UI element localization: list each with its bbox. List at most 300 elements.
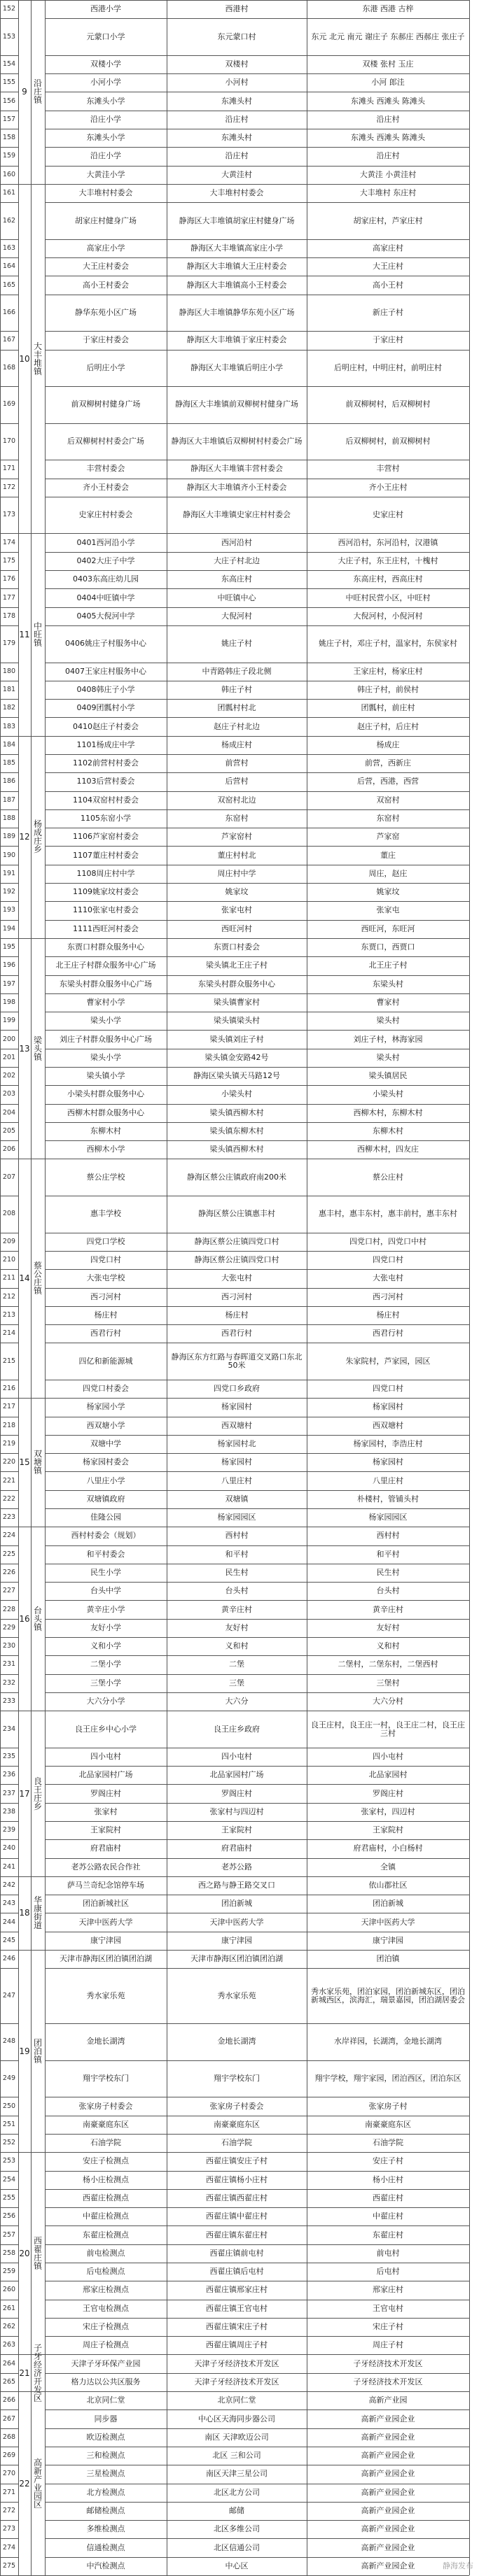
site-address: 西翟庄镇邢家庄村 [206,2285,268,2295]
row-number: 271 [2,2488,16,2496]
site-name: 0410赵庄子村委会 [73,721,139,731]
site-name: 小河小学 [90,78,121,87]
group-sequence: 19 [19,2046,30,2056]
site-name: 东翟庄检测点 [83,2230,129,2239]
coverage-area: 府君庙村，小白杨村 [353,1843,423,1853]
coverage-area: 胡家庄村，芦家庄村 [353,215,423,225]
row-number: 189 [2,833,16,841]
coverage-area: 王家庄村，杨家庄村 [353,666,423,676]
site-name: 0405大倪河中学 [76,611,135,621]
row-number: 205 [2,1127,16,1135]
coverage-area: 东港 西港 古梓 [362,4,414,14]
site-name: 秀水家乐苑 [86,1990,125,2000]
row-number: 154 [2,60,16,69]
site-address: 大庄子村北边 [214,555,260,565]
site-address: 黄辛庄村 [221,1604,252,1614]
site-name: 史家庄村村委会 [78,510,133,520]
row-number: 172 [2,483,16,491]
site-address: 梁头镇梁头村 [214,1016,260,1026]
site-address: 北京同仁堂 [217,2395,256,2405]
site-name: 四党口学校 [86,1236,125,1246]
site-name: 0406姚庄子村服务中心 [65,639,146,649]
site-name: 东滩头小学 [86,96,125,106]
site-name: 三堡小学 [90,1678,121,1687]
site-address: 西双塘村 [221,1420,252,1430]
row-number: 245 [2,1936,16,1944]
coverage-area: 后双柳树村，前双柳树村 [345,437,431,446]
coverage-area: 西双塘村 [373,1420,403,1430]
row-number: 191 [2,869,16,877]
row-number: 202 [2,1072,16,1080]
site-address: 义和村 [225,1641,249,1651]
row-number: 259 [2,2267,16,2276]
row-number: 256 [2,2212,16,2221]
coverage-area: 王官屯村 [373,2303,403,2313]
site-address: 大丰堆村村委会 [209,188,264,198]
group-sequence: 20 [19,2248,30,2258]
coverage-area: 团泊镇 [376,1954,400,1964]
site-address: 北区 三和公司 [212,2451,261,2461]
coverage-area: 全镇 [380,1862,396,1871]
site-address: 民生村 [225,1568,249,1578]
row-number: 160 [2,170,16,178]
row-number: 233 [2,1697,16,1706]
row-number: 214 [2,1329,16,1338]
site-address: 静海区大丰堆镇高家庄小学 [190,243,283,253]
site-name: 大王庄村委会 [83,262,129,271]
coverage-area: 罗阁庄村 [373,1788,403,1798]
town-name: 台 头 镇 [33,1605,42,1632]
site-address: 静海区大丰堆镇大王庄村委会 [186,262,287,271]
site-address: 梁头镇刘庄子村 [209,1034,264,1044]
row-number: 221 [2,1476,16,1485]
watermark: 静海发布 [443,2561,473,2570]
coverage-area: 安庄子村 [373,2156,403,2166]
coverage-area: 曹家村 [376,997,400,1007]
coverage-area: 黄辛庄村 [373,1604,403,1614]
row-number: 182 [2,704,16,712]
site-name: 前屯检测点 [86,2248,125,2258]
coverage-area: 水岸祥园，长湖湾，金地长湖湾 [334,2037,442,2046]
town-name: 中 旺 镇 [33,621,42,649]
site-name: 黄辛庄小学 [86,1604,125,1614]
site-name: 梁头小学 [90,1052,121,1062]
site-address: 张家房子村委会 [209,2101,264,2111]
site-address: 中心区 [225,2561,249,2570]
coverage-area: 朱家院村，芦家园，园区 [345,1356,431,1366]
coverage-area: 杨庄村 [376,1310,400,1319]
coverage-area: 秀水家乐苑，团泊家园，团泊新城东区，团泊新城西区，滨海汇，瑞景嘉园，团泊湖居委会 [311,1986,465,2004]
site-name: 西柳木村群众服务中心 [67,1107,144,1117]
site-name: 西君行村 [90,1329,121,1338]
row-number: 194 [2,924,16,933]
site-name: 西翟庄检测点 [83,2193,129,2202]
coverage-area: 中翟庄村 [373,2211,403,2221]
group-sequence: 16 [19,1613,30,1624]
coverage-area: 西柳木村，东柳木村 [353,1107,423,1117]
coverage-area: 新庄子村 [373,307,403,317]
site-name: 天津市静海区团泊镇团泊湖 [60,1954,152,1964]
site-name: 良王庄乡中心小学 [75,1724,137,1734]
site-name: 1109姚家坟村委会 [73,887,139,897]
group-sequence: 15 [19,1457,30,1468]
coverage-area: 北品家园村 [368,1770,408,1780]
row-number: 223 [2,1513,16,1522]
coverage-area: 东贾口，西贾口 [361,942,415,952]
site-name: 中翟庄检测点 [83,2211,129,2221]
site-name: 四党口村 [90,1255,121,1265]
row-number: 219 [2,1439,16,1448]
site-address: 西翟庄镇后屯村 [209,2267,264,2277]
coverage-area: 南豪豪庭东区 [365,2119,411,2129]
row-number: 258 [2,2249,16,2257]
site-address: 东窑村 [225,814,249,823]
site-address: 静海区大丰堆镇齐小王村委会 [186,482,287,492]
row-number: 257 [2,2230,16,2239]
coverage-area: 高家庄村 [373,243,403,253]
row-number: 234 [2,1725,16,1733]
site-address: 王家院村 [221,1825,252,1835]
site-address: 杨家园村北 [217,1438,256,1448]
coverage-area: 东梁头村 [373,979,403,989]
site-address: 石油学院 [221,2138,252,2148]
row-number: 269 [2,2451,16,2460]
site-name: 惠丰学校 [90,1209,121,1219]
site-address: 金地长湖湾 [217,2037,256,2046]
row-number: 206 [2,1145,16,1154]
site-address: 罗阁庄村 [221,1788,252,1798]
site-address: 双塘镇 [225,1494,249,1503]
site-name: 于家庄村委会 [83,335,129,345]
site-name: 胡家庄村健身广场 [75,215,137,225]
coverage-area: 后明庄村，中明庄村，前明庄村 [334,362,442,372]
site-address: 中心区天海同步器公司 [198,2414,275,2423]
site-address: 康宁津园 [221,1935,252,1945]
row-number: 166 [2,308,16,316]
coverage-area: 东元 北元 南元 谢庄子 东郝庄 西郝庄 张庄子 [311,31,465,41]
coverage-area: 双楼 张村 玉庄 [362,59,414,69]
site-address: 静海区蔡公庄镇四党口村 [194,1255,279,1265]
row-number: 242 [2,1881,16,1889]
row-number: 220 [2,1458,16,1466]
coverage-area: 王家院村 [373,1825,403,1835]
coverage-area: 西旺河，东旺河 [361,923,415,933]
site-address: 梁头镇金安路42号 [204,1052,269,1062]
row-number: 251 [2,2120,16,2128]
coverage-area: 梁头村 [376,1016,400,1026]
site-name: 邮储检测点 [86,2505,125,2515]
site-address: 南区 天津欧迈公司 [204,2432,269,2442]
site-address: 静海区蔡公庄镇惠丰村 [198,1209,275,1219]
row-number: 177 [2,593,16,602]
town-name: 杨 成 庄 乡 [33,819,42,855]
coverage-area: 沿庄村 [376,151,400,161]
site-address: 西翟庄镇前屯村 [209,2248,264,2258]
coverage-area: 芦家窑 [376,832,400,842]
coverage-area: 于家庄村 [373,335,403,345]
site-name: 格力达以公共区服务 [71,2377,141,2386]
coverage-area: 杨小庄村 [373,2174,403,2184]
site-name: 小梁头村群众服务中心 [67,1089,144,1099]
row-number: 196 [2,961,16,970]
coverage-area: 姚家坟 [376,887,400,897]
coverage-area: 刘庄子村，林海家园 [353,1034,423,1044]
coverage-area: 高新产业园企业 [361,2414,415,2423]
row-number: 163 [2,243,16,252]
coverage-area: 前双柳树村，后双柳树村 [345,399,431,409]
site-name: 大黄洼小学 [86,169,125,179]
coverage-area: 西河沿村，东河沿村，汉港镇 [338,537,438,547]
grid-line [469,0,470,2575]
row-number: 208 [2,1210,16,1218]
site-address: 和平村 [225,1549,249,1559]
coverage-area: 四党口村，四党口中村 [349,1236,426,1246]
site-address: 西港村 [225,4,249,14]
grid-line [0,0,1,2575]
site-address: 小梁头村 [221,1089,252,1099]
site-address: 西翟庄镇西翟庄村 [206,2193,268,2202]
site-name: 1101杨成庄中学 [76,739,135,749]
site-name: 蔡公庄学校 [86,1172,125,1182]
row-number: 168 [2,363,16,371]
row-number: 225 [2,1550,16,1558]
row-number: 253 [2,2157,16,2165]
coverage-area: 周庄，赵庄 [368,868,408,878]
site-name: 翔宇学校东门 [83,2074,129,2083]
site-name: 宋庄子检测点 [83,2322,129,2332]
site-address: 西旺河村 [221,923,252,933]
site-name: 0407王家庄村服务中心 [65,666,146,676]
site-name: 大张屯学校 [86,1273,125,1283]
site-address: 老苏公路 [221,1862,252,1871]
row-number: 200 [2,1035,16,1043]
site-address: 姚家坟 [225,887,249,897]
row-number: 260 [2,2286,16,2294]
site-name: 0403东高庄幼儿园 [73,574,139,584]
site-address: 杨家园村 [221,1402,252,1412]
coverage-area: 团泊新城 [373,1899,403,1909]
row-number: 184 [2,740,16,749]
coverage-area: 韩庄子村，前侯村 [357,684,419,694]
site-address: 静海区大丰堆镇高小王村委会 [186,280,287,290]
row-number: 161 [2,189,16,197]
coverage-area: 高新产业园企业 [361,2542,415,2552]
coverage-area: 杨家园村，李浩庄村 [353,1438,423,1448]
site-name: 北王庄子村群众服务中心广场 [55,961,156,970]
row-number: 275 [2,2561,16,2570]
coverage-area: 蔡公庄村 [373,1172,403,1182]
site-name: 北品家园村广场 [78,1770,133,1780]
row-number: 156 [2,97,16,105]
coverage-area: 姚庄子村，邓庄子村，温家村，东侯家村 [319,639,457,649]
coverage-area: 周庄子村 [373,2340,403,2350]
row-number: 152 [2,5,16,13]
site-name: 老苏公路农民合作社 [71,1862,141,1871]
site-name: 大六分小学 [86,1697,125,1706]
site-address: 邮储 [229,2505,244,2515]
group-sequence: 11 [19,630,30,640]
row-number: 267 [2,2414,16,2423]
coverage-area: 杨成庄 [376,739,400,749]
site-address: 静海区大丰堆镇后双柳树村村委会广场 [171,437,303,446]
site-name: 东柳木村 [90,1126,121,1135]
coverage-area: 西翟庄村 [373,2193,403,2202]
coverage-area: 良王庄村，良王庄一村，良王庄二村，良王庄三村 [311,1720,465,1738]
group-sequence: 22 [19,2478,30,2489]
coverage-area: 大六分村 [373,1697,403,1706]
town-name: 高 新 产 业 园 区 [33,2457,42,2510]
site-address: 梁头镇西柳木村 [209,1145,264,1154]
site-name: 萨马兰奇纪念馆停车场 [67,1881,144,1890]
group-sequence: 9 [22,87,27,97]
row-number: 227 [2,1587,16,1595]
coverage-area: 大丰堆村 东庄村 [359,188,417,198]
site-name: 四小屯村 [90,1751,121,1761]
site-address: 周庄村中学 [217,868,256,878]
site-name: 静华东苑小区广场 [75,307,137,317]
town-name: 蔡 公 庄 镇 [33,1261,42,1296]
row-number: 270 [2,2470,16,2478]
site-address: 西河沿村 [221,537,252,547]
site-name: 杨小庄检测点 [83,2174,129,2184]
row-number: 265 [2,2377,16,2386]
site-address: 董庄村村北 [217,850,256,860]
row-number: 239 [2,1826,16,1834]
site-address: 静海区蔡公庄镇四党口村 [194,1236,279,1246]
site-address: 天津市静海区团泊镇团泊湖 [190,1954,283,1964]
site-name: 1110张家屯村委会 [73,905,139,915]
row-number: 178 [2,611,16,620]
site-address: 秀水家乐苑 [217,1990,256,2000]
site-name: 台头中学 [90,1586,121,1596]
site-address: 姚庄子村 [221,639,252,649]
row-number: 218 [2,1421,16,1429]
coverage-area: 中旺村民营小区，中旺村 [345,593,431,602]
row-number: 162 [2,216,16,225]
site-address: 西翟庄镇宋庄子村 [206,2322,268,2332]
row-number: 235 [2,1752,16,1760]
site-name: 0402大庄子中学 [76,555,135,565]
town-name: 西 翟 庄 镇 [33,2235,42,2271]
coverage-area: 民生村 [376,1568,400,1578]
grid-line [31,0,32,2575]
coverage-area: 邢家庄村 [373,2285,403,2295]
coverage-area: 小梁头村 [373,1089,403,1099]
coverage-area: 义和村 [376,1641,400,1651]
coverage-area: 康宁津园 [373,1935,403,1945]
row-number: 155 [2,78,16,87]
site-name: 元蒙口小学 [86,31,125,41]
row-number: 201 [2,1053,16,1061]
site-address: 韩庄子村 [221,684,252,694]
row-number: 173 [2,511,16,519]
row-number: 203 [2,1090,16,1098]
row-number: 252 [2,2139,16,2147]
row-number: 215 [2,1357,16,1365]
site-name: 友好小学 [90,1622,121,1632]
site-address: 东元蒙口村 [217,31,256,41]
coverage-area: 东柳木村 [373,1126,403,1135]
site-address: 东高庄村 [221,574,252,584]
site-name: 王官屯检测点 [83,2303,129,2313]
site-address: 团瓢村村北 [217,703,256,713]
row-number: 180 [2,667,16,675]
coverage-area: 后营，西港，西营 [357,777,419,786]
site-name: 大丰堆村村委会 [78,188,133,198]
group-sequence: 21 [19,2368,30,2378]
site-name: 石油学院 [90,2138,121,2148]
row-number: 171 [2,465,16,473]
site-name: 天津子牙环保产业园 [71,2358,141,2368]
site-address: 静海区大丰堆镇前双柳树村健身广场 [175,399,298,409]
row-number: 264 [2,2359,16,2368]
site-address: 台头村 [225,1586,249,1596]
site-address: 张家屯村 [221,905,252,915]
site-name: 0401西河沿小学 [76,537,135,547]
site-name: 1107董庄村村委会 [73,850,139,860]
site-address: 静海区大丰堆镇丰营村委会 [190,464,283,474]
row-number: 228 [2,1605,16,1613]
site-name: 安庄子检测点 [83,2156,129,2166]
row-number: 183 [2,722,16,730]
site-name: 和平村委会 [86,1549,125,1559]
site-name: 北京同仁堂 [86,2395,125,2405]
coverage-area: 台头村 [376,1586,400,1596]
row-number: 272 [2,2506,16,2514]
site-address: 天津子牙经济技术开发区 [194,2358,279,2368]
coverage-area: 高新产业园企业 [361,2487,415,2497]
coverage-area: 依山郡社区 [368,1881,408,1890]
site-address: 西翟庄镇杨小庄村 [206,2174,268,2184]
site-address: 静海区大丰堆镇后明庄小学 [190,362,283,372]
site-name: 1105东窑小学 [81,814,131,823]
coverage-area: 西柳木村，四友庄 [357,1145,419,1154]
row-number: 247 [2,1991,16,2000]
row-number: 232 [2,1678,16,1687]
site-name: 0409团瓢村小学 [76,703,135,713]
site-address: 静海区东方红路与春晖道交叉路口东北50米 [171,1352,303,1370]
site-name: 三星检测点 [86,2469,125,2479]
site-address: 杨成庄村 [221,739,252,749]
site-address: 沿庄村 [225,114,249,124]
site-name: 欧迈检测点 [86,2432,125,2442]
site-address: 府君庙村 [221,1843,252,1853]
row-number: 230 [2,1642,16,1650]
site-address: 二堡 [229,1659,244,1669]
coverage-area: 前屯村 [376,2248,400,2258]
site-address: 西刁河村 [221,1291,252,1301]
row-number: 222 [2,1494,16,1503]
site-name: 杨庄村 [94,1310,118,1319]
site-address: 中旺镇中心 [217,593,256,602]
site-name: 邢家庄检测点 [83,2285,129,2295]
town-name: 华 康 街 道 [33,1895,42,1931]
site-name: 沿庄小学 [90,114,121,124]
group-sequence: 18 [19,1908,30,1918]
site-name: 金地长湖湾 [86,2037,125,2046]
site-address: 小河村 [225,78,249,87]
row-number: 241 [2,1862,16,1871]
site-address: 梁头镇曹家村 [214,997,260,1007]
coverage-area: 小河 郎洼 [371,78,405,87]
site-name: 康宁津园 [90,1935,121,1945]
site-name: 0408韩庄子小学 [76,684,135,694]
row-number: 193 [2,906,16,914]
group-sequence: 17 [19,1788,30,1799]
site-address: 大张屯村 [221,1273,252,1283]
site-name: 1102前营村村委会 [73,758,139,768]
site-address: 西翟庄镇安庄子村 [206,2156,268,2166]
